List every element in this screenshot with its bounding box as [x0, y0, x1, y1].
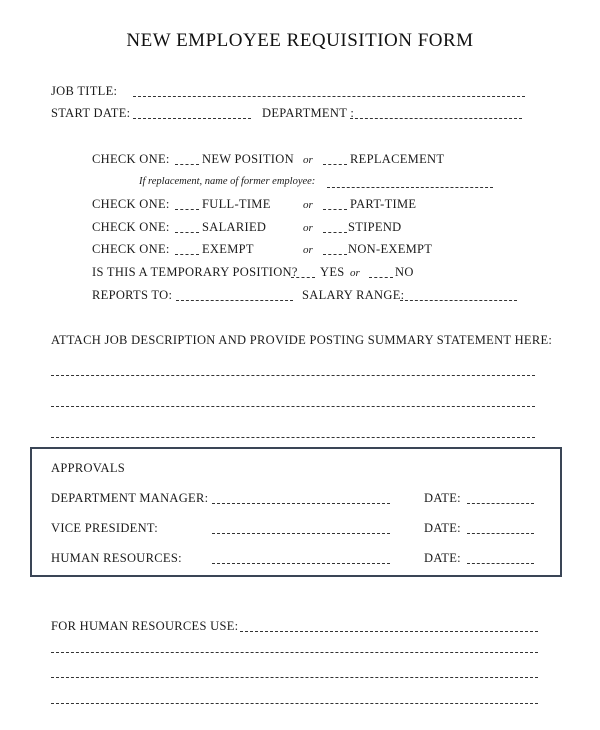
- job-title-label: JOB TITLE:: [51, 84, 118, 98]
- human-resources-label: HUMAN RESOURCES:: [51, 551, 182, 565]
- vice-president-date[interactable]: [467, 533, 534, 534]
- approvals-heading: APPROVALS: [51, 461, 126, 475]
- hr-use-line[interactable]: [51, 677, 538, 678]
- or-text: or: [350, 267, 360, 279]
- check-one-label: CHECK ONE:: [92, 220, 170, 234]
- former-employee-field[interactable]: [327, 187, 493, 188]
- or-text: or: [303, 199, 313, 211]
- reports-to-label: REPORTS TO:: [92, 288, 173, 302]
- replacement-label: REPLACEMENT: [350, 152, 445, 166]
- start-date-label: START DATE:: [51, 106, 131, 120]
- date-label: DATE:: [424, 491, 461, 505]
- check-one-label: CHECK ONE:: [92, 242, 170, 256]
- reports-to-field[interactable]: [176, 300, 293, 301]
- check-one-label: CHECK ONE:: [92, 152, 170, 166]
- department-manager-signature[interactable]: [212, 503, 390, 504]
- or-text: or: [303, 222, 313, 234]
- part-time-blank[interactable]: [323, 209, 347, 210]
- part-time-label: PART-TIME: [350, 197, 417, 211]
- temporary-question: IS THIS A TEMPORARY POSITION?: [92, 265, 298, 279]
- full-time-blank[interactable]: [175, 209, 199, 210]
- new-position-label: NEW POSITION: [202, 152, 294, 166]
- department-field[interactable]: [350, 118, 522, 119]
- vice-president-signature[interactable]: [212, 533, 390, 534]
- hr-use-label: FOR HUMAN RESOURCES USE:: [51, 619, 239, 633]
- department-label: DEPARTMENT :: [262, 106, 355, 120]
- summary-line[interactable]: [51, 375, 535, 376]
- date-label: DATE:: [424, 551, 461, 565]
- or-text: or: [303, 154, 313, 166]
- check-one-label: CHECK ONE:: [92, 197, 170, 211]
- or-text: or: [303, 244, 313, 256]
- attach-statement: ATTACH JOB DESCRIPTION AND PROVIDE POSTING SUMMARY STATEMENT HERE:: [51, 333, 553, 347]
- temporary-yes-blank[interactable]: [291, 277, 315, 278]
- non-exempt-label: NON-EXEMPT: [348, 242, 433, 256]
- temporary-yes-label: YES: [320, 265, 345, 279]
- hr-use-line[interactable]: [240, 631, 538, 632]
- temporary-no-blank[interactable]: [369, 277, 393, 278]
- full-time-label: FULL-TIME: [202, 197, 271, 211]
- salary-range-label: SALARY RANGE:: [302, 288, 405, 302]
- non-exempt-blank[interactable]: [323, 254, 347, 255]
- department-manager-label: DEPARTMENT MANAGER:: [51, 491, 209, 505]
- salary-range-field[interactable]: [400, 300, 517, 301]
- stipend-blank[interactable]: [323, 232, 347, 233]
- salaried-label: SALARIED: [202, 220, 267, 234]
- summary-line[interactable]: [51, 437, 535, 438]
- human-resources-signature[interactable]: [212, 563, 390, 564]
- new-position-blank[interactable]: [175, 164, 199, 165]
- hr-use-line[interactable]: [51, 652, 538, 653]
- exempt-blank[interactable]: [175, 254, 199, 255]
- replacement-blank[interactable]: [323, 164, 347, 165]
- replacement-note: If replacement, name of former employee:: [139, 176, 316, 187]
- human-resources-date[interactable]: [467, 563, 534, 564]
- vice-president-label: VICE PRESIDENT:: [51, 521, 159, 535]
- job-title-field[interactable]: [133, 96, 525, 97]
- date-label: DATE:: [424, 521, 461, 535]
- start-date-field[interactable]: [133, 118, 251, 119]
- stipend-label: STIPEND: [348, 220, 402, 234]
- exempt-label: EXEMPT: [202, 242, 254, 256]
- form-title: NEW EMPLOYEE REQUISITION FORM: [126, 30, 474, 51]
- hr-use-line[interactable]: [51, 703, 538, 704]
- department-manager-date[interactable]: [467, 503, 534, 504]
- summary-line[interactable]: [51, 406, 535, 407]
- temporary-no-label: NO: [395, 265, 414, 279]
- salaried-blank[interactable]: [175, 232, 199, 233]
